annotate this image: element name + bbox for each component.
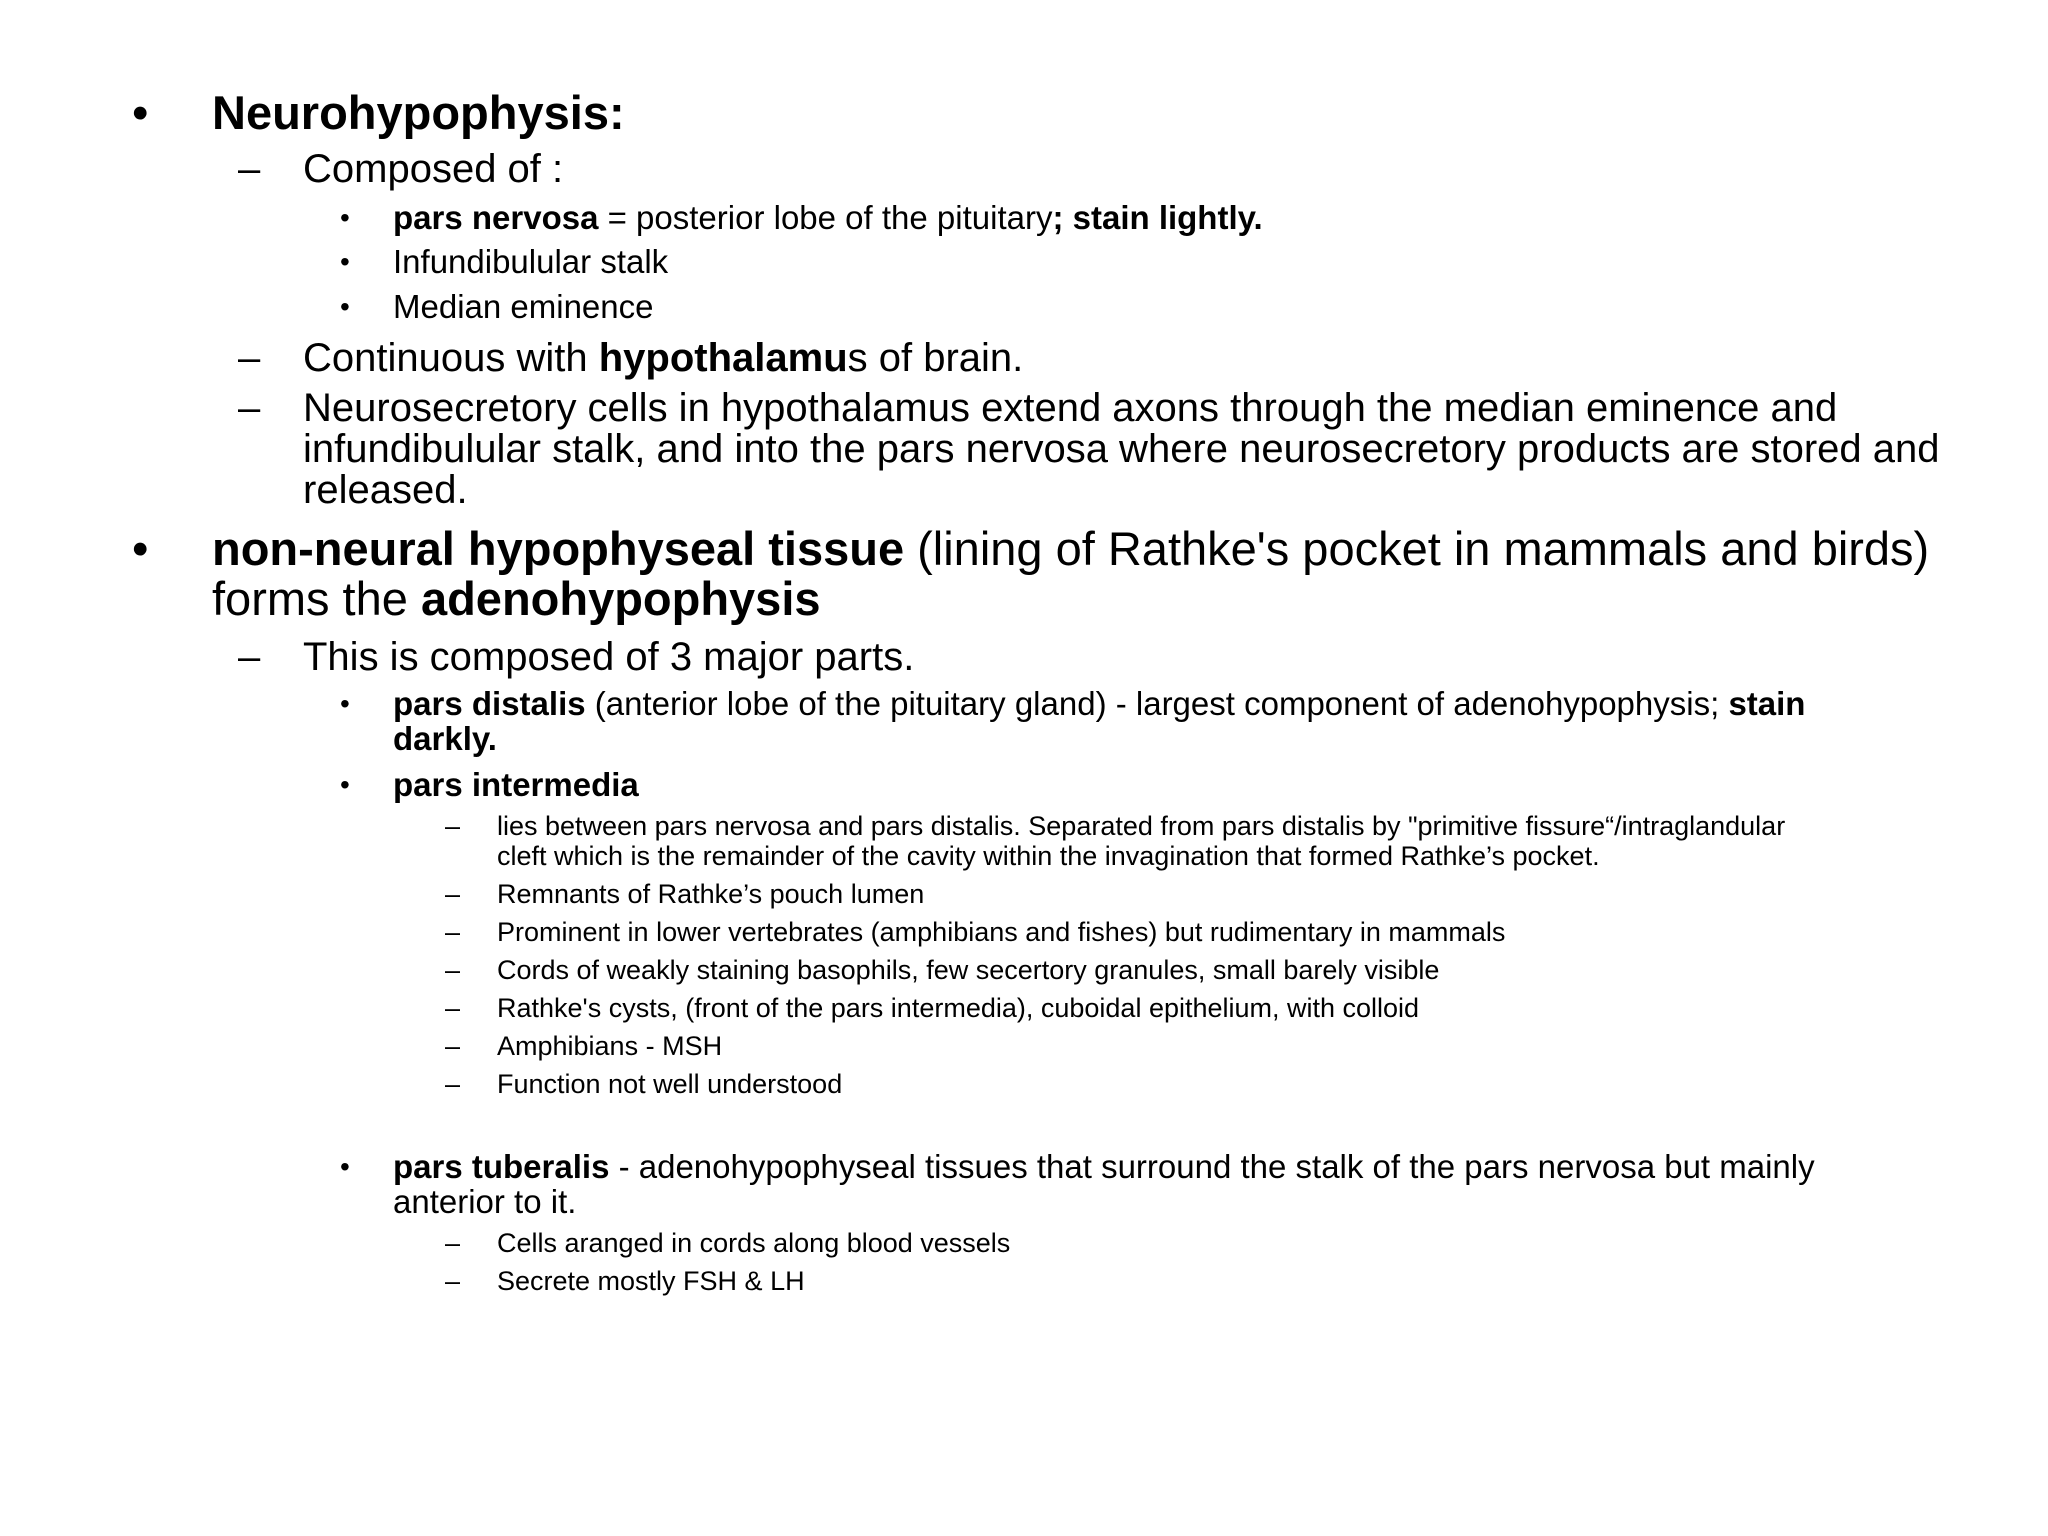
- non-neural-line-2: [212, 574, 821, 624]
- composed-of-text: Composed of :: [303, 147, 564, 191]
- adenohypophysis-bold: adenohypophysis: [420, 572, 821, 625]
- pars-intermedia-label: pars intermedia: [393, 766, 639, 803]
- neurohypophysis-heading: [212, 88, 625, 138]
- pars-distalis-desc: (anterior lobe of the pituitary gland) - largest component of adenohypophysis;: [585, 685, 1729, 722]
- non-neural-line-1: [212, 524, 1929, 574]
- intermedia-item: lies between pars nervosa and pars distalis. Separated from pars distalis by "primitive fissure“/intraglandular: [497, 811, 1786, 841]
- intermedia-item: Cords of weakly staining basophils, few secertory granules, small barely visible: [497, 955, 1440, 985]
- neurosecretory-line-3: released.: [303, 468, 468, 512]
- continuous-pre: Continuous with: [303, 336, 599, 380]
- pars-nervosa-label: pars nervosa: [393, 199, 599, 236]
- dash-icon: –: [445, 993, 461, 1023]
- dash-icon: –: [238, 635, 261, 679]
- intermedia-item: Amphibians - MSH: [497, 1031, 723, 1061]
- intermedia-item: Function not well understood: [497, 1069, 843, 1099]
- three-parts-text: This is composed of 3 major parts.: [303, 635, 915, 679]
- bullet-icon: •: [132, 522, 149, 575]
- dash-icon: –: [238, 147, 261, 191]
- dash-icon: –: [445, 1069, 461, 1099]
- dash-icon: –: [238, 386, 261, 430]
- pars-distalis-line-1: [393, 686, 1805, 721]
- dash-icon: –: [445, 917, 461, 947]
- intermedia-item-continued: cleft which is the remainder of the cavity within the invagination that formed Rathke’s pocket.: [497, 841, 1600, 871]
- neurohypophysis-title: Neurohypophysis:: [212, 86, 625, 139]
- pars-tuberalis-desc: - adenohypophyseal tissues that surround the stalk of the pars nervosa but mainly: [609, 1148, 1815, 1185]
- bullet-icon: •: [340, 202, 350, 233]
- dash-icon: –: [445, 1031, 461, 1061]
- neurosecretory-line-1: Neurosecretory cells in hypothalamus extend axons through the median eminence and: [303, 386, 1838, 430]
- tuberalis-item: Cells aranged in cords along blood vessels: [497, 1228, 1011, 1258]
- dash-icon: –: [445, 811, 461, 841]
- pars-tuberalis-line-1: [393, 1149, 1815, 1184]
- pars-nervosa-stain: ; stain lightly.: [1052, 199, 1263, 236]
- pars-intermedia-title: [393, 767, 639, 802]
- pars-tuberalis-label: pars tuberalis: [393, 1148, 610, 1185]
- dash-icon: –: [445, 1266, 461, 1296]
- bullet-icon: •: [340, 246, 350, 277]
- intermedia-item: Prominent in lower vertebrates (amphibians and fishes) but rudimentary in mammals: [497, 917, 1506, 947]
- pars-distalis-darkly: darkly.: [393, 720, 497, 757]
- dash-icon: –: [238, 336, 261, 380]
- pars-distalis-line-2: [393, 721, 497, 756]
- bullet-icon: •: [340, 291, 350, 322]
- tuberalis-item: Secrete mostly FSH & LH: [497, 1266, 805, 1296]
- infundibular-stalk-item: Infundibulular stalk: [393, 243, 669, 280]
- bullet-icon: •: [340, 1151, 350, 1182]
- pars-nervosa-desc: = posterior lobe of the pituitary: [598, 199, 1053, 236]
- pars-tuberalis-line-2: anterior to it.: [393, 1183, 577, 1220]
- intermedia-item: Remnants of Rathke’s pouch lumen: [497, 879, 925, 909]
- bullet-icon: •: [132, 86, 149, 139]
- continuous-post: s of brain.: [847, 336, 1024, 380]
- pars-distalis-label: pars distalis: [393, 685, 586, 722]
- hypothalamus-bold: hypothalamu: [598, 336, 848, 380]
- non-neural-desc: (lining of Rathke's pocket in mammals and birds): [904, 522, 1930, 575]
- dash-icon: –: [445, 1228, 461, 1258]
- pars-distalis-stain: stain: [1728, 685, 1806, 722]
- dash-icon: –: [445, 879, 461, 909]
- bullet-icon: •: [340, 688, 350, 719]
- non-neural-bold: non-neural hypophyseal tissue: [212, 522, 905, 575]
- continuous-with-item: [303, 338, 1023, 379]
- pars-nervosa-item: [393, 200, 1263, 235]
- median-eminence-item: Median eminence: [393, 288, 654, 325]
- intermedia-item: Rathke's cysts, (front of the pars intermedia), cuboidal epithelium, with colloid: [497, 993, 1420, 1023]
- neurosecretory-line-2: infundibulular stalk, and into the pars nervosa where neurosecretory products are stored and: [303, 427, 1940, 471]
- forms-the-text: forms the: [212, 572, 421, 625]
- bullet-icon: •: [340, 769, 350, 800]
- dash-icon: –: [445, 955, 461, 985]
